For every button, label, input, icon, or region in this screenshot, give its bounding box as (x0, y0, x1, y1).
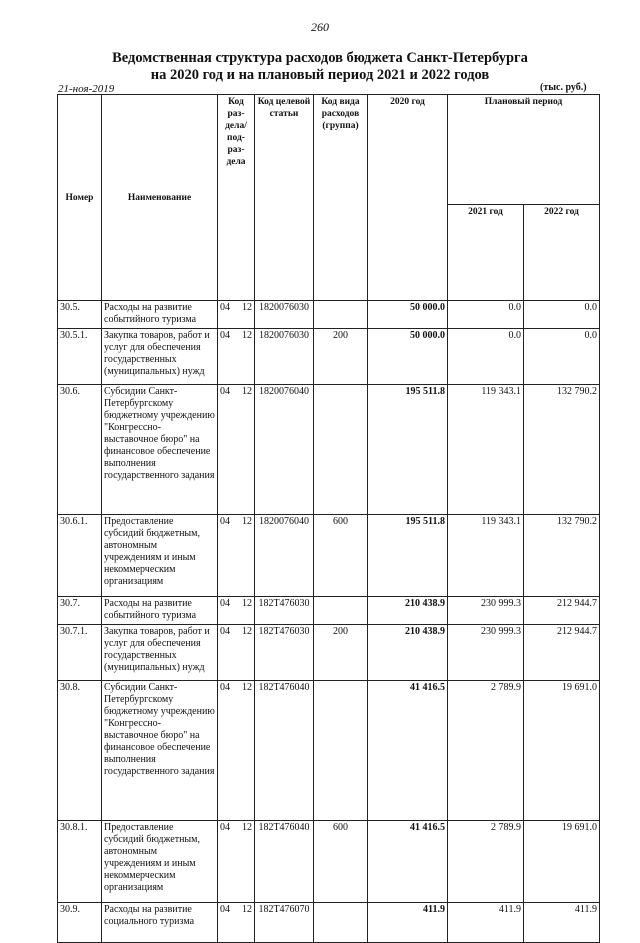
row-value-2020: 50 000.0 (368, 329, 448, 385)
row-name: Расходы на развитие событийного туризма (102, 597, 218, 625)
row-value-2021: 119 343.1 (448, 515, 524, 597)
section-code-part: 04 (220, 904, 230, 915)
row-value-2021: 2 789.9 (448, 681, 524, 821)
row-name: Субсидии Санкт-Петербургскому бюджетному учреждению "Конгрессно-выставочное бюро" на финансовое обеспечение выполнения государственного задания (102, 681, 218, 821)
row-value-2022: 411.9 (524, 903, 600, 943)
section-code-part: 04 (220, 302, 230, 313)
row-value-2021: 0.0 (448, 329, 524, 385)
row-expense-type (314, 681, 368, 821)
header-target-code: Код целевой статьи (255, 95, 314, 301)
header-2022: 2022 год (524, 205, 600, 301)
table-row (58, 515, 600, 597)
table-row (58, 385, 600, 515)
section-code-part: 04 (220, 682, 230, 693)
subsection-code-part: 12 (242, 330, 252, 341)
row-value-2021: 0.0 (448, 301, 524, 329)
header-number: Номер (58, 95, 102, 301)
row-name: Расходы на развитие социального туризма (102, 903, 218, 943)
row-expense-type: 600 (314, 821, 368, 903)
row-value-2021: 230 999.3 (448, 597, 524, 625)
subsection-code-part: 12 (242, 302, 252, 313)
row-name: Предоставление субсидий бюджетным, автономным учреждениям и иным некоммерческим организациям (102, 515, 218, 597)
row-number: 30.5. (58, 301, 102, 329)
row-value-2020: 411.9 (368, 903, 448, 943)
page-number: 260 (311, 20, 329, 34)
row-number: 30.8.1. (58, 821, 102, 903)
row-target-code: 1820076030 (255, 329, 314, 385)
table-row (58, 301, 600, 329)
subsection-code-part: 12 (242, 626, 252, 637)
row-number: 30.6.1. (58, 515, 102, 597)
table-row (58, 681, 600, 821)
row-number: 30.5.1. (58, 329, 102, 385)
table-row (58, 821, 600, 903)
row-value-2022: 212 944.7 (524, 597, 600, 625)
row-target-code: 182Т476030 (255, 597, 314, 625)
row-section-code (218, 515, 255, 597)
header-2020: 2020 год (368, 95, 448, 301)
row-number: 30.7.1. (58, 625, 102, 681)
row-name: Расходы на развитие событийного туризма (102, 301, 218, 329)
row-value-2020: 210 438.9 (368, 625, 448, 681)
section-code-part: 04 (220, 516, 230, 527)
row-value-2021: 230 999.3 (448, 625, 524, 681)
row-value-2022: 19 691.0 (524, 681, 600, 821)
row-section-code (218, 681, 255, 821)
row-expense-type (314, 903, 368, 943)
row-name: Закупка товаров, работ и услуг для обеспечения государственных (муниципальных) нужд (102, 329, 218, 385)
units-label: (тыс. руб.) (540, 82, 587, 93)
row-expense-type: 600 (314, 515, 368, 597)
row-value-2021: 119 343.1 (448, 385, 524, 515)
header-name: Наименование (102, 95, 218, 301)
row-value-2020: 50 000.0 (368, 301, 448, 329)
header-2021: 2021 год (448, 205, 524, 301)
row-expense-type (314, 385, 368, 515)
subsection-code-part: 12 (242, 904, 252, 915)
row-expense-type: 200 (314, 329, 368, 385)
header-section-code: Код раз- дела/ под- раз- дела (218, 95, 255, 301)
row-number: 30.6. (58, 385, 102, 515)
subsection-code-part: 12 (242, 386, 252, 397)
row-number: 30.9. (58, 903, 102, 943)
row-value-2022: 0.0 (524, 329, 600, 385)
table-row (58, 625, 600, 681)
table-row (58, 903, 600, 943)
row-section-code (218, 597, 255, 625)
row-value-2020: 41 416.5 (368, 681, 448, 821)
row-value-2022: 132 790.2 (524, 385, 600, 515)
row-section-code (218, 301, 255, 329)
row-value-2022: 212 944.7 (524, 625, 600, 681)
row-section-code (218, 625, 255, 681)
row-expense-type (314, 597, 368, 625)
header-planned-period: Плановый период (448, 95, 600, 205)
row-number: 30.7. (58, 597, 102, 625)
row-target-code: 182Т476040 (255, 681, 314, 821)
row-expense-type (314, 301, 368, 329)
row-target-code: 182Т476040 (255, 821, 314, 903)
title-line-1: Ведомственная структура расходов бюджета Санкт-Петербурга (112, 50, 528, 66)
row-name: Закупка товаров, работ и услуг для обеспечения государственных (муниципальных) нужд (102, 625, 218, 681)
row-value-2020: 195 511.8 (368, 385, 448, 515)
row-value-2020: 210 438.9 (368, 597, 448, 625)
row-section-code (218, 821, 255, 903)
header-expense-type-code: Код вида расходов (группа) (314, 95, 368, 301)
row-expense-type: 200 (314, 625, 368, 681)
row-section-code (218, 329, 255, 385)
document-title (0, 50, 640, 84)
table-row (58, 597, 600, 625)
section-code-part: 04 (220, 626, 230, 637)
row-value-2020: 195 511.8 (368, 515, 448, 597)
row-name: Субсидии Санкт-Петербургскому бюджетному учреждению "Конгрессно-выставочное бюро" на финансовое обеспечение выполнения государственного задания (102, 385, 218, 515)
section-code-part: 04 (220, 598, 230, 609)
section-code-part: 04 (220, 330, 230, 341)
row-value-2021: 411.9 (448, 903, 524, 943)
row-target-code: 182Т476070 (255, 903, 314, 943)
section-code-part: 04 (220, 822, 230, 833)
subsection-code-part: 12 (242, 682, 252, 693)
row-section-code (218, 903, 255, 943)
row-value-2021: 2 789.9 (448, 821, 524, 903)
row-target-code: 1820076030 (255, 301, 314, 329)
row-value-2022: 0.0 (524, 301, 600, 329)
table-row (58, 329, 600, 385)
row-target-code: 1820076040 (255, 515, 314, 597)
row-value-2020: 41 416.5 (368, 821, 448, 903)
subsection-code-part: 12 (242, 822, 252, 833)
row-value-2022: 19 691.0 (524, 821, 600, 903)
row-value-2022: 132 790.2 (524, 515, 600, 597)
budget-table (57, 94, 600, 943)
row-section-code (218, 385, 255, 515)
row-name: Предоставление субсидий бюджетным, автономным учреждениям и иным некоммерческим организациям (102, 821, 218, 903)
title-line-2: на 2020 год и на плановый период 2021 и 2022 годов (150, 67, 490, 83)
subsection-code-part: 12 (242, 598, 252, 609)
row-target-code: 182Т476030 (255, 625, 314, 681)
section-code-part: 04 (220, 386, 230, 397)
row-target-code: 1820076040 (255, 385, 314, 515)
subsection-code-part: 12 (242, 516, 252, 527)
document-date: 21-ноя-2019 (58, 83, 115, 95)
row-number: 30.8. (58, 681, 102, 821)
